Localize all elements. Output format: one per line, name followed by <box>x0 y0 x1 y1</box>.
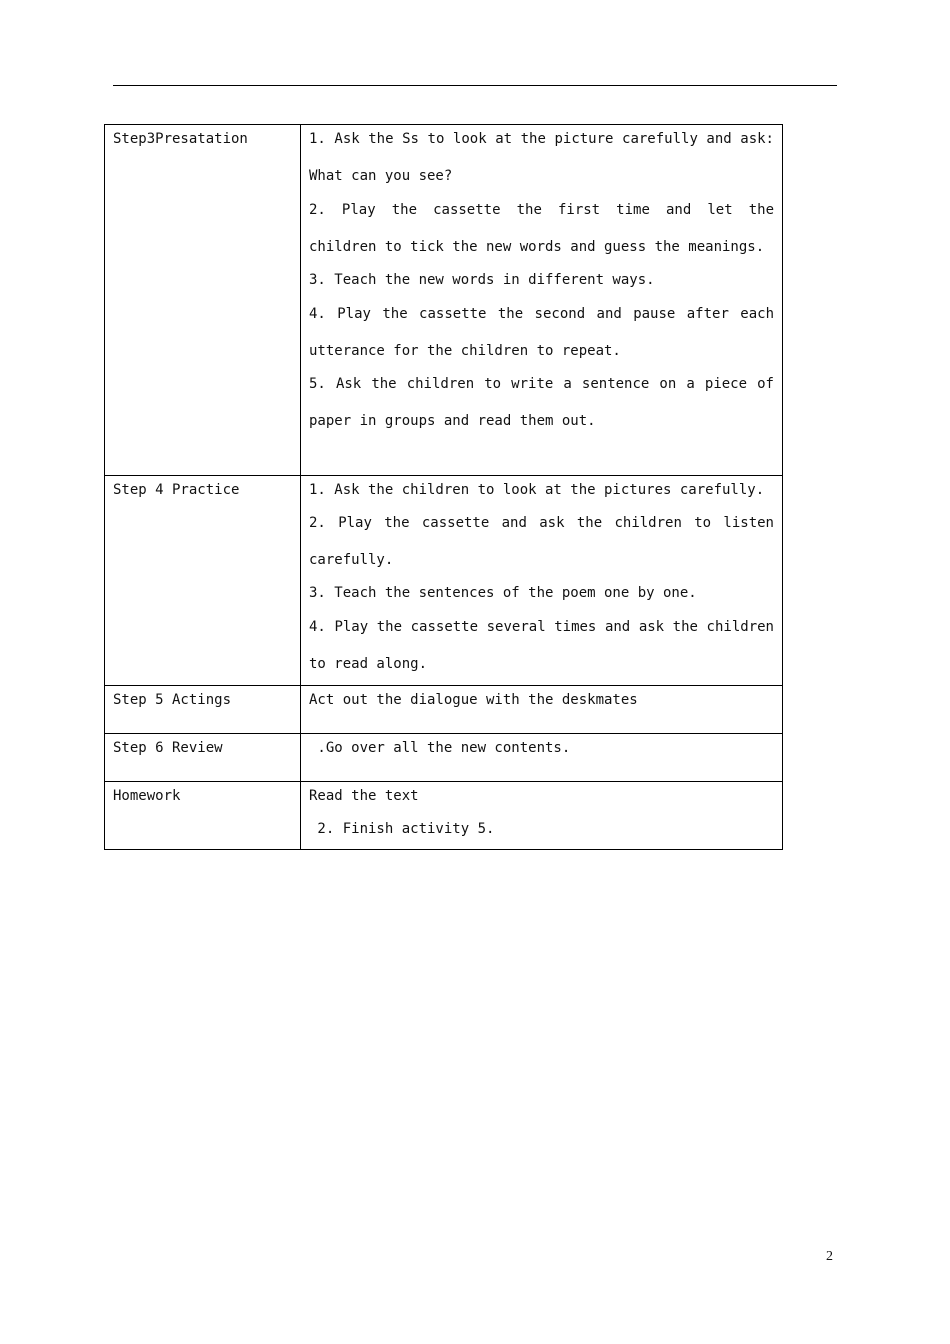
content-line: .Go over all the new contents. <box>309 740 571 756</box>
content-line: 5. Ask the children to write a sentence on a piece of <box>309 376 774 392</box>
page-number: 2 <box>826 1249 833 1264</box>
content-line: 3. Teach the sentences of the poem one by one. <box>309 585 697 601</box>
step-label: Step 4 Practice <box>113 482 240 498</box>
step-label: Homework <box>113 788 181 804</box>
content-line: Read the text <box>309 788 419 804</box>
content-cell <box>301 734 783 782</box>
table-row <box>105 125 783 476</box>
content-line: 4. Play the cassette the second and pause after each <box>309 306 774 322</box>
content-cell <box>301 125 783 476</box>
content-line: paper in groups and read them out. <box>309 413 596 429</box>
step-cell <box>105 476 301 686</box>
content-line: 4. Play the cassette several times and ask the children <box>309 619 774 635</box>
content-line: 1. Ask the Ss to look at the picture carefully and ask: <box>309 131 774 147</box>
table-row <box>105 734 783 782</box>
content-line: to read along. <box>309 656 428 672</box>
content-line: 2. Finish activity 5. <box>309 821 495 837</box>
step-cell <box>105 734 301 782</box>
content-line: 1. Ask the children to look at the pictures carefully. <box>309 482 765 498</box>
content-line: 2. Play the cassette the first time and let the <box>309 202 774 218</box>
content-line: carefully. <box>309 552 394 568</box>
step-cell <box>105 125 301 476</box>
content-line: What can you see? <box>309 168 453 184</box>
content-line: 3. Teach the new words in different ways. <box>309 272 655 288</box>
step-label: Step 6 Review <box>113 740 223 756</box>
header-rule <box>113 85 837 86</box>
step-label: Step 5 Actings <box>113 692 232 708</box>
content-cell <box>301 782 783 850</box>
content-line: 2. Play the cassette and ask the children to listen <box>309 515 774 531</box>
step-cell <box>105 686 301 734</box>
table-row <box>105 476 783 686</box>
content-line: children to tick the new words and guess the meanings. <box>309 239 765 255</box>
table-row <box>105 782 783 850</box>
content-cell <box>301 476 783 686</box>
table-row <box>105 686 783 734</box>
content-cell <box>301 686 783 734</box>
step-cell <box>105 782 301 850</box>
content-line: utterance for the children to repeat. <box>309 343 621 359</box>
step-label: Step3Presatation <box>113 131 248 147</box>
lesson-plan-table <box>104 124 783 850</box>
content-line: Act out the dialogue with the deskmates <box>309 692 638 708</box>
